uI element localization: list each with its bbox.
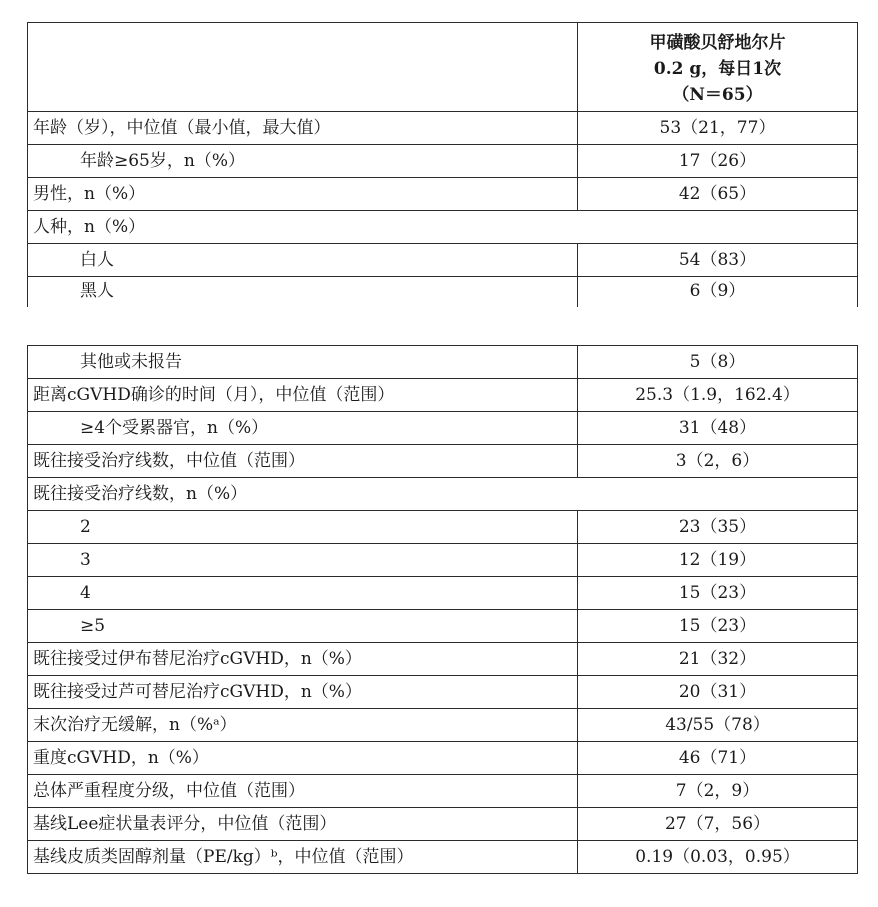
row-value: 15（23）: [578, 577, 858, 610]
table-row: [28, 841, 858, 874]
row-label: 重度cGVHD，n（%）: [28, 742, 578, 775]
row-label: 末次治疗无缓解，n（%ᵃ）: [28, 709, 578, 742]
row-value: 0.19（0.03，0.95）: [578, 841, 858, 874]
table-row: [28, 478, 858, 511]
row-label: 3: [28, 544, 578, 577]
row-value: 31（48）: [578, 412, 858, 445]
row-value: 12（19）: [578, 544, 858, 577]
table-row: [28, 709, 858, 742]
table-row: [28, 610, 858, 643]
header-n: （N＝65）: [672, 84, 763, 105]
row-value: 3（2，6）: [578, 445, 858, 478]
row-value: 46（71）: [578, 742, 858, 775]
row-label: 4: [28, 577, 578, 610]
row-label: 既往接受治疗线数，n（%）: [28, 478, 858, 511]
row-value: 21（32）: [578, 643, 858, 676]
row-label: 总体严重程度分级，中位值（范围）: [28, 775, 578, 808]
baseline-table-part2: [27, 345, 858, 874]
row-label: 基线皮质类固醇剂量（PE/kg）ᵇ，中位值（范围）: [28, 841, 578, 874]
table-row: [28, 412, 858, 445]
baseline-table-part1: [27, 22, 858, 307]
table-row: [28, 346, 858, 379]
table-row: [28, 775, 858, 808]
row-label: 基线Lee症状量表评分，中位值（范围）: [28, 808, 578, 841]
row-label: 黑人: [28, 277, 578, 307]
table-row: [28, 178, 858, 211]
row-label: 既往接受过伊布替尼治疗cGVHD，n（%）: [28, 643, 578, 676]
row-value: 27（7，56）: [578, 808, 858, 841]
row-label: 男性，n（%）: [28, 178, 578, 211]
row-value: 23（35）: [578, 511, 858, 544]
header-drug-name: 甲磺酸贝舒地尔片: [649, 32, 786, 53]
row-label: 年龄≥65岁，n（%）: [28, 145, 578, 178]
row-value: 15（23）: [578, 610, 858, 643]
row-label: 距离cGVHD确诊的时间（月），中位值（范围）: [28, 379, 578, 412]
header-dose: 0.2 g，每日1次: [653, 58, 782, 79]
row-label: ≥5: [28, 610, 578, 643]
row-label: 年龄（岁），中位值（最小值，最大值）: [28, 112, 578, 145]
table-row: [28, 544, 858, 577]
row-label: ≥4个受累器官，n（%）: [28, 412, 578, 445]
row-value: 53（21，77）: [578, 112, 858, 145]
row-label: 既往接受过芦可替尼治疗cGVHD，n（%）: [28, 676, 578, 709]
row-value: 5（8）: [578, 346, 858, 379]
row-value: 20（31）: [578, 676, 858, 709]
row-label: 其他或未报告: [28, 346, 578, 379]
table-row: [28, 577, 858, 610]
row-value: 6（9）: [578, 277, 858, 307]
table-row: [28, 379, 858, 412]
row-value: 17（26）: [578, 145, 858, 178]
row-label: 人种，n（%）: [28, 211, 858, 244]
row-value: 42（65）: [578, 178, 858, 211]
table-row: [28, 511, 858, 544]
row-value: 7（2，9）: [578, 775, 858, 808]
row-label: 2: [28, 511, 578, 544]
row-value: 25.3（1.9，162.4）: [578, 379, 858, 412]
header-row: [28, 23, 858, 112]
row-label: 白人: [28, 244, 578, 277]
table-row: [28, 676, 858, 709]
table-row: [28, 145, 858, 178]
table-row: [28, 211, 858, 244]
table-row: [28, 445, 858, 478]
table-row: [28, 742, 858, 775]
row-value: 43/55（78）: [578, 709, 858, 742]
row-label: 既往接受治疗线数，中位值（范围）: [28, 445, 578, 478]
table-row: [28, 808, 858, 841]
table-row: [28, 112, 858, 145]
table-row: [28, 244, 858, 277]
header-empty-cell: [28, 23, 578, 112]
header-treatment-column: [578, 23, 858, 112]
row-value: 54（83）: [578, 244, 858, 277]
table-row: [28, 277, 858, 307]
table-row: [28, 643, 858, 676]
